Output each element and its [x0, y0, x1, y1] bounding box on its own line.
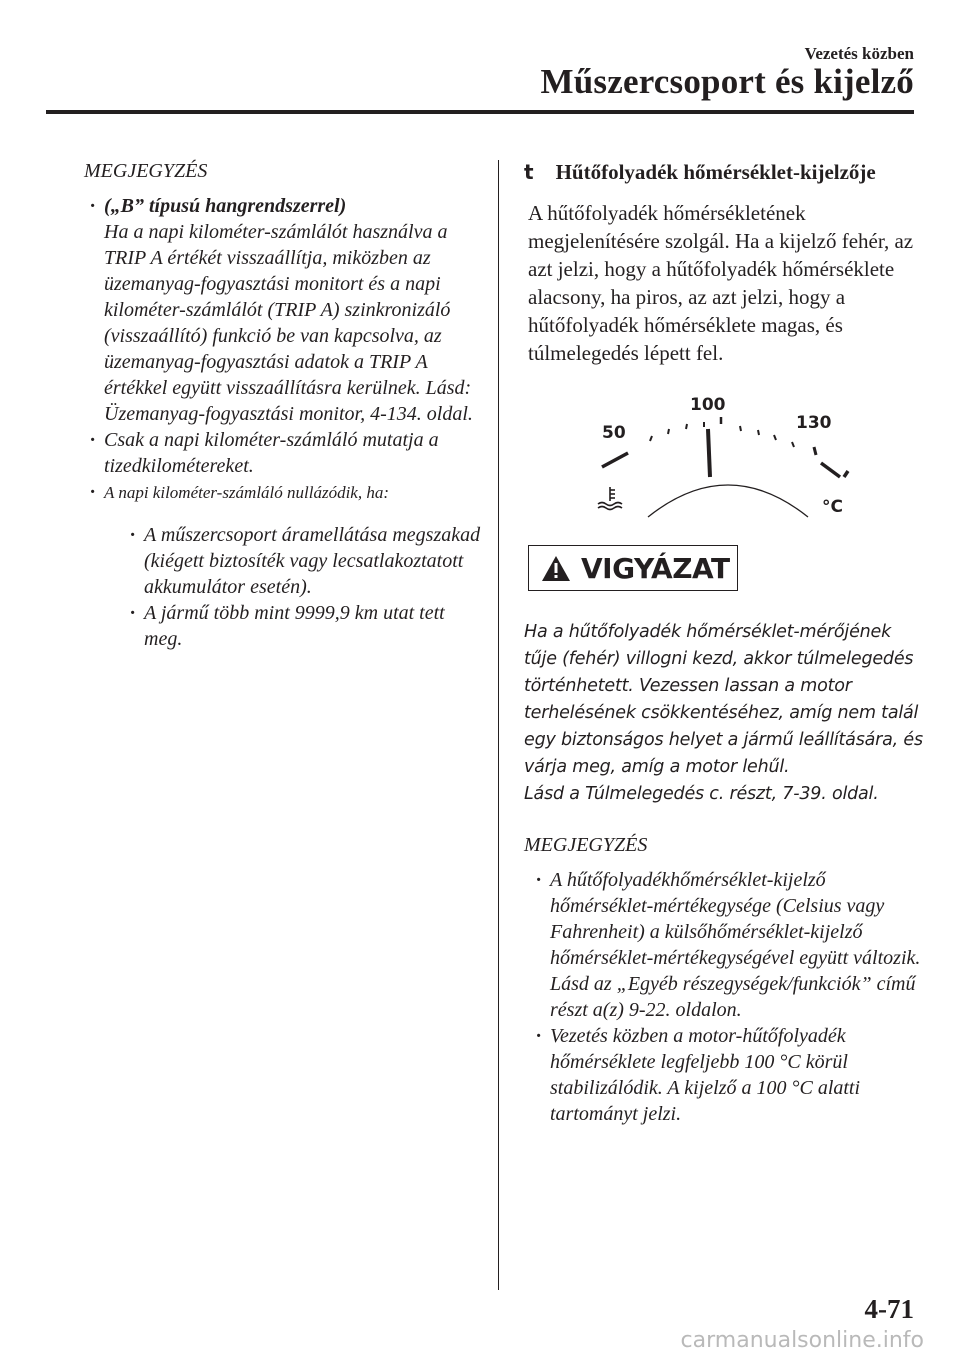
left-column	[84, 160, 484, 652]
gauge-unit-label: °C	[822, 497, 843, 517]
section-title: Hűtőfolyadék hőmérséklet-kijelzője	[555, 160, 876, 184]
caution-text: Ha a hűtőfolyadék hőmérséklet-mérőjének tűje (fehér) villogni kezd, akkor túlmelegedés történhetett. Vezessen lassan a motor terhelésének csökkentéséhez, amíg nem talál egy biztonságos helyet a jármű leállítására, és várja meg, amíg a motor lehűl.	[524, 622, 923, 777]
list-item	[84, 427, 484, 479]
gauge-tick	[686, 424, 687, 429]
note-heading: MEGJEGYZÉS	[84, 160, 208, 182]
list-item	[84, 479, 484, 652]
gauge-tick	[758, 430, 759, 435]
gauge-needle	[708, 429, 710, 477]
bullet-title: („B” típusú hangrendszerrel)	[104, 195, 347, 217]
header-section-label: Vezetés közben	[804, 44, 914, 63]
gauge-tick-high	[844, 471, 848, 477]
gauge-tick	[650, 436, 652, 441]
section-marker: t	[524, 160, 534, 184]
list-item	[84, 193, 484, 427]
watermark: carmanualsonline.info	[680, 1328, 924, 1353]
gauge-tick-130	[814, 447, 816, 455]
bullet-reference: Lásd az „Egyéb részegységek/funkciók” című részt a(z) 9-22. oldalon.	[550, 973, 916, 1021]
gauge-tick	[668, 429, 669, 434]
list-item	[530, 867, 924, 1023]
bullet-body: Csak a napi kilométer-számláló mutatja a tizedkilométereket.	[104, 429, 439, 477]
gauge-label-50: 50	[602, 423, 626, 443]
gauge-label-130: 130	[796, 413, 832, 433]
caution-box	[528, 545, 738, 591]
bullet-body: Vezetés közben a motor-hűtőfolyadék hőmérséklete legfeljebb 100 °C körül stabilizálódik. A kijelző a 100 °C alatti tartományt jelzi.	[550, 1025, 861, 1125]
caution-label: VIGYÁZAT	[581, 551, 730, 585]
column-divider	[498, 160, 499, 1290]
gauge-tick-high	[821, 463, 840, 477]
page-number: 4-71	[864, 1294, 914, 1324]
sub-list-item	[126, 600, 484, 652]
sub-item-text: A műszercsoport áramellátása megszakad (kiégett biztosíték vagy lecsatlakoztatott akkumulátor esetén).	[144, 524, 481, 598]
sub-item-text: A jármű több mint 9999,9 km utat tett meg.	[144, 602, 445, 650]
note-section-2	[524, 834, 924, 1127]
header-rule	[46, 110, 914, 114]
gauge-arc	[648, 485, 808, 517]
page-title: Műszercsoport és kijelző	[540, 62, 914, 101]
sub-list-item	[126, 522, 484, 600]
note-list	[84, 193, 484, 652]
warning-triangle-icon	[541, 555, 571, 582]
coolant-gauge	[588, 395, 858, 525]
gauge-tick	[792, 442, 794, 447]
note-heading: MEGJEGYZÉS	[524, 834, 648, 856]
list-item	[530, 1023, 924, 1127]
caution-body	[524, 619, 924, 808]
sub-list	[104, 522, 484, 652]
section-heading	[524, 160, 924, 185]
gauge-tick	[774, 435, 776, 440]
caution-reference: Lásd a Túlmelegedés c. részt, 7-39. oldal.	[524, 784, 879, 804]
gauge-label-100: 100	[690, 395, 726, 415]
coolant-temperature-icon	[598, 487, 622, 510]
section-intro: A hűtőfolyadék hőmérsékletének megjelenítésére szolgál. Ha a kijelző fehér, az azt jelzi, hogy a hűtőfolyadék hőmérséklete alacsony, ha piros, az azt jelzi, hogy a hűtőfolyadék hőmérséklete magas, és túlmelegedés lépett fel.	[528, 201, 914, 365]
note-list	[530, 867, 924, 1127]
bullet-body: A hűtőfolyadékhőmérséklet-kijelző hőmérséklet-mértékegysége (Celsius vagy Fahrenheit) a külsőhőmérséklet-kijelző hőmérséklet-mértékegységével együtt változik.	[550, 869, 921, 969]
gauge-tick-50	[602, 453, 628, 467]
gauge-tick	[740, 426, 741, 431]
right-column	[524, 160, 924, 1127]
bullet-body: Ha a napi kilométer-számlálót használva a TRIP A értékét visszaállítja, miközben az üzemanyag-fogyasztási monitort és a napi kilométer-számlálót (TRIP A) szinkronizáló (visszaállító) funkció be van kapcsolva, az üzemanyag-fogyasztási adatok a TRIP A értékkel együtt visszaállításra kerülnek. Lásd: Üzemanyag-fogyasztási monitor, 4-134. oldal.	[104, 221, 473, 425]
bullet-body: A napi kilométer-számláló nullázódik, ha:	[104, 483, 390, 502]
